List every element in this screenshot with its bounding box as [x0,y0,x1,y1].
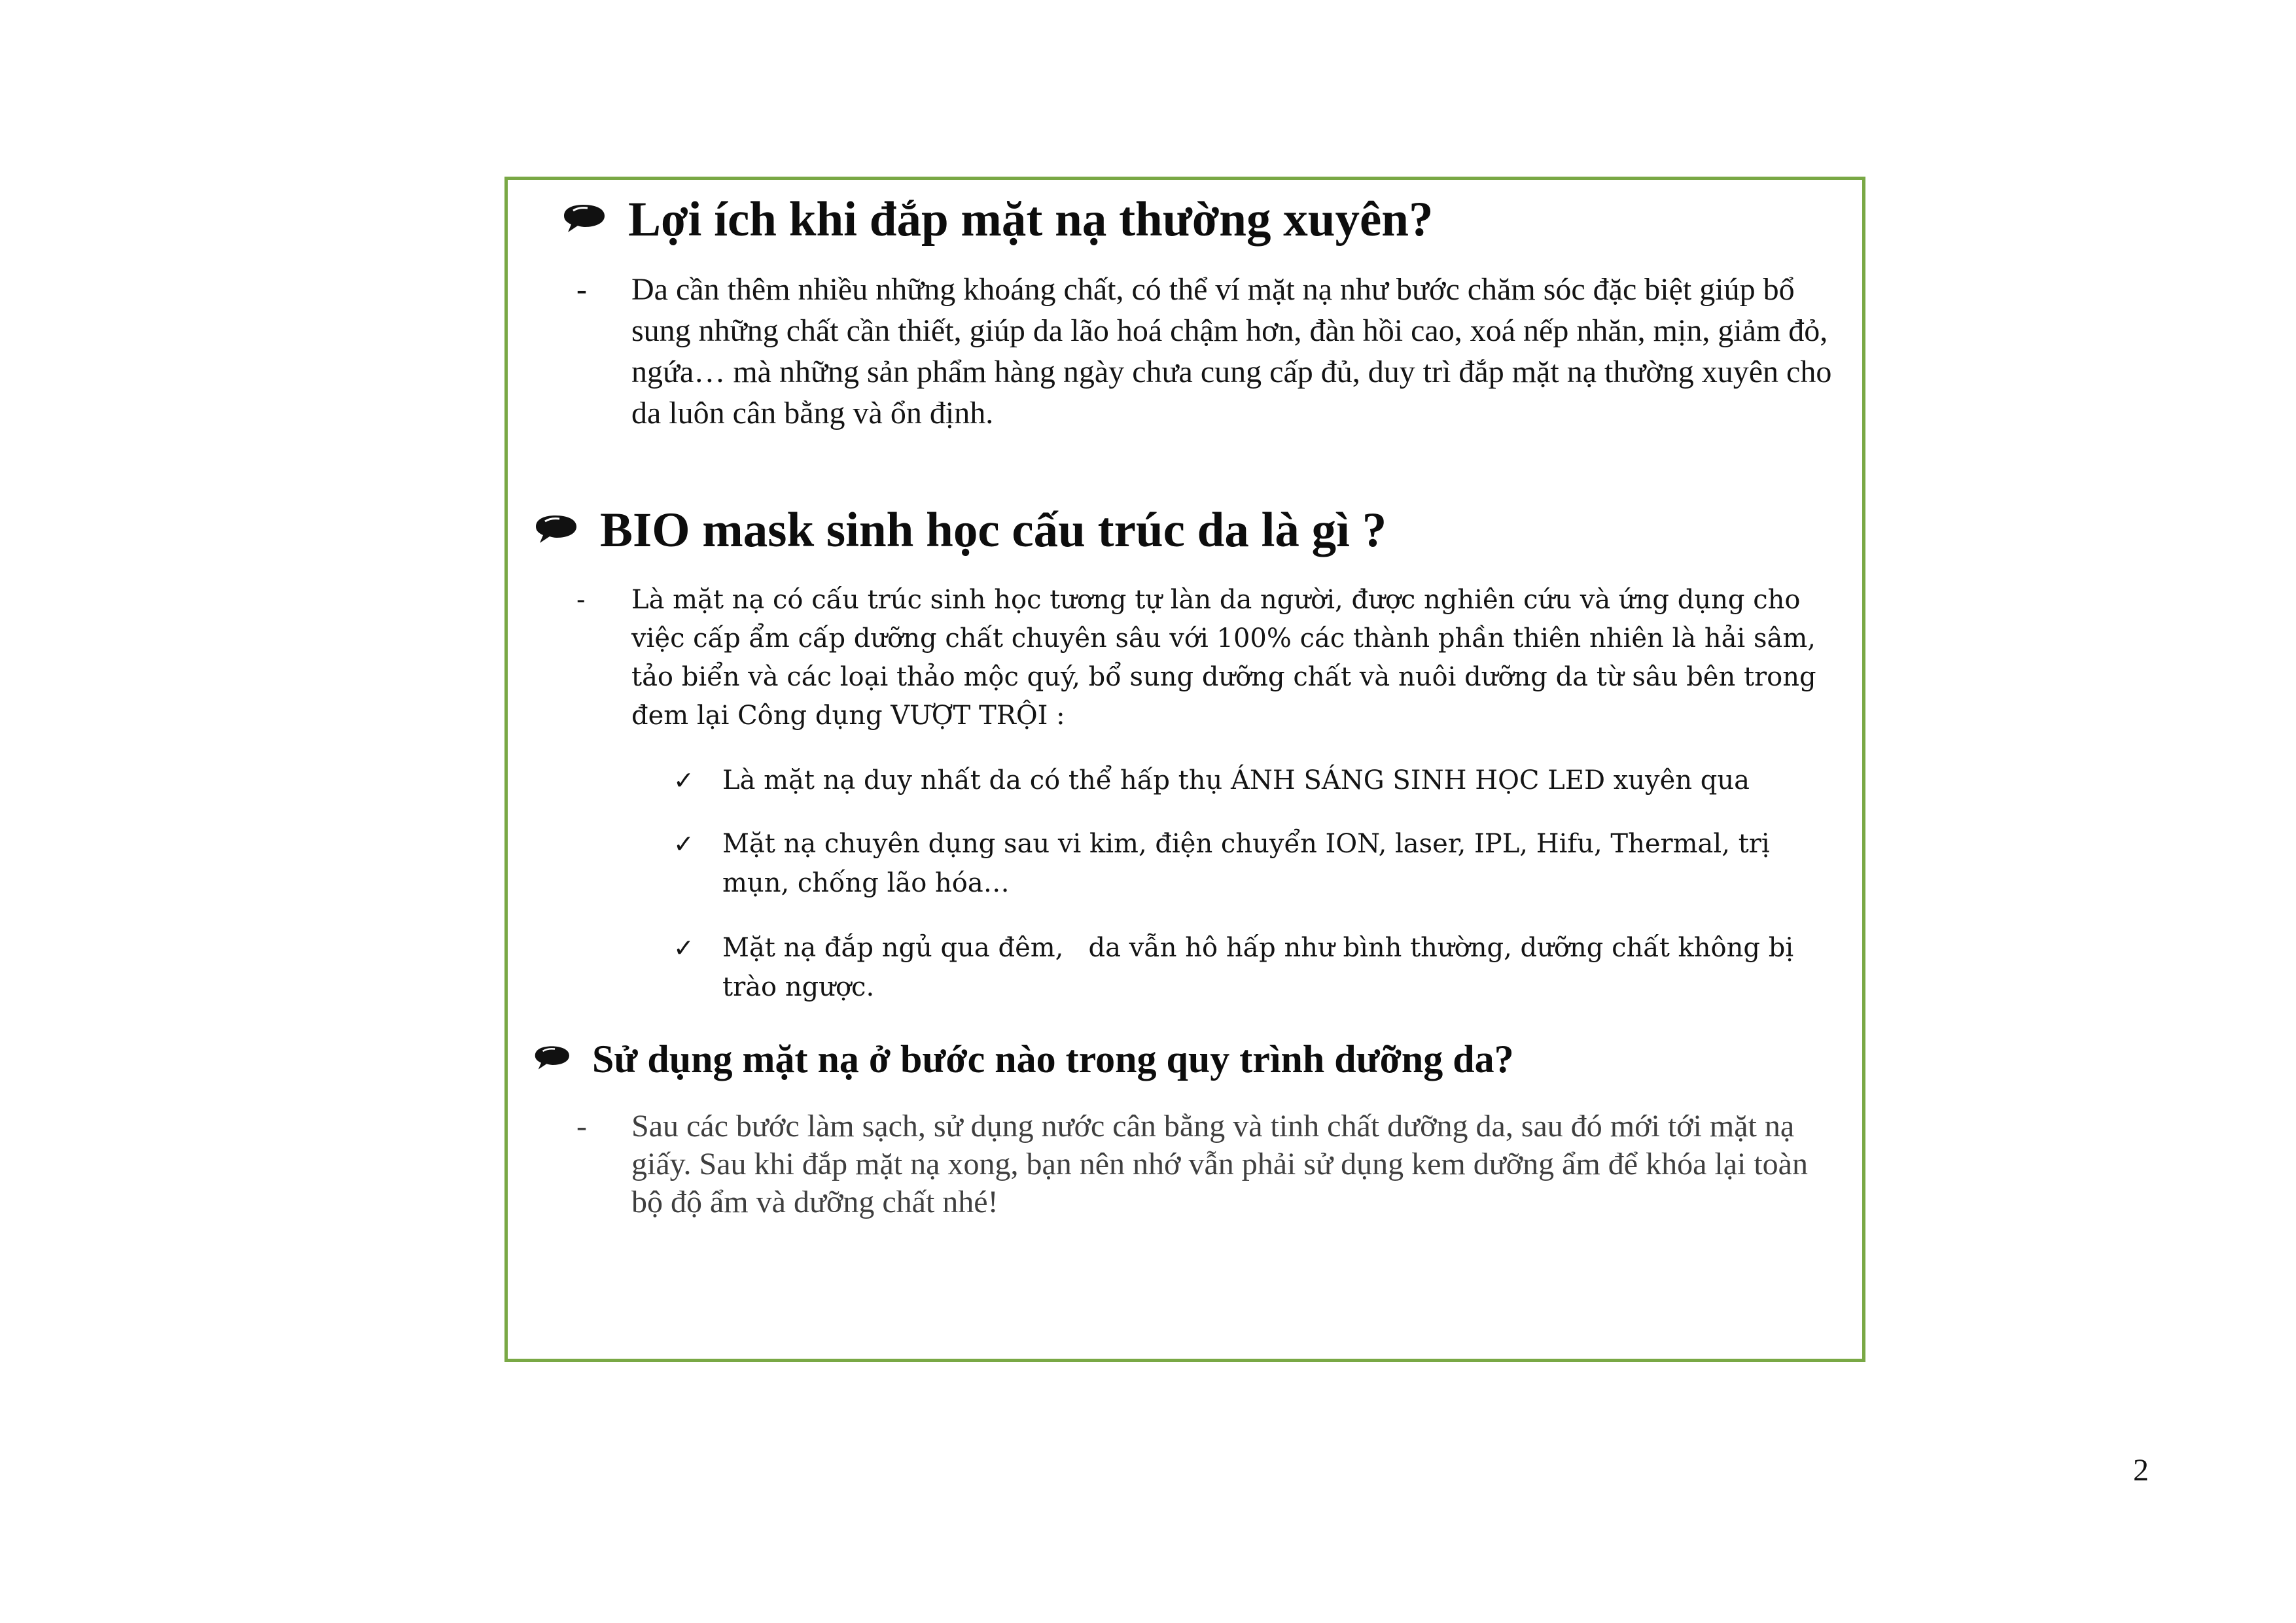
list-dash: - [576,272,587,307]
check-mark-icon: ✓ [673,766,694,795]
heading-text: Sử dụng mặt nạ ở bước nào trong quy trình dưỡng da? [592,1038,1514,1081]
page-number: 2 [2133,1453,2149,1488]
speech-bubble-icon [531,502,580,559]
checklist-item-text: Là mặt nạ duy nhất da có thể hấp thụ ÁNH SÁNG SINH HỌC LED xuyên qua [722,765,1750,795]
check-mark-icon: ✓ [673,934,694,962]
checklist-item [673,761,1838,800]
list-dash: - [576,585,586,615]
checklist-item-text: Mặt nạ đắp ngủ qua đêm, da vẫn hô hấp như bình thường, dưỡng chất không bị trào ngược. [722,933,1802,1002]
section-heading-bio-mask [531,502,1386,559]
paragraph-text: Là mặt nạ có cấu trúc sinh học tương tự làn da người, được nghiên cứu và ứng dụng cho việc cấp ẩm cấp dưỡng chất chuyên sâu với 100% các thành phần thiên nhiên là hải sâm, tảo biển và các loại thảo mộc quý, bổ sung dưỡng chất và nuôi dưỡng da từ sâu bên trong đem lại Công dụng VƯỢT TRỘI : [631,585,1816,731]
checklist-item [673,824,1838,903]
check-mark-icon: ✓ [673,829,694,858]
paragraph-usage-step [576,1108,1833,1221]
checklist-item-text: Mặt nạ chuyên dụng sau vi kim, điện chuyển ION, laser, IPL, Hifu, Thermal, trị mụn, chống lão hóa… [722,829,1770,898]
paragraph-text: Da cần thêm nhiều những khoáng chất, có thể ví mặt nạ như bước chăm sóc đặc biệt giúp bổ sung những chất cần thiết, giúp da lão hoá chậm hơn, đàn hồi cao, xoá nếp nhăn, mịn, giảm đỏ, ngứa… mà những sản phẩm hàng ngày chưa cung cấp đủ, duy trì đắp mặt nạ thường xuyên cho da luôn cân bằng và ổn định. [631,272,1832,430]
paragraph-text: Sau các bước làm sạch, sử dụng nước cân bằng và tinh chất dưỡng da, sau đó mới tới mặt nạ giấy. Sau khi đắp mặt nạ xong, bạn nên nhớ vẫn phải sử dụng kem dưỡng ẩm để khóa lại toàn bộ độ ẩm và dưỡng chất nhé! [631,1109,1808,1219]
checklist-item [673,928,1838,1007]
heading-text: BIO mask sinh học cấu trúc da là gì ? [600,503,1387,557]
heading-text: Lợi ích khi đắp mặt nạ thường xuyên? [628,192,1434,247]
list-dash: - [576,1109,587,1143]
speech-bubble-icon [531,1037,573,1082]
speech-bubble-icon [559,192,609,248]
section-heading-benefits [559,192,1433,248]
content-box [504,177,1865,1362]
paragraph-benefits [576,269,1833,434]
paragraph-bio-mask [576,581,1833,735]
section-heading-usage-step [531,1037,1514,1082]
